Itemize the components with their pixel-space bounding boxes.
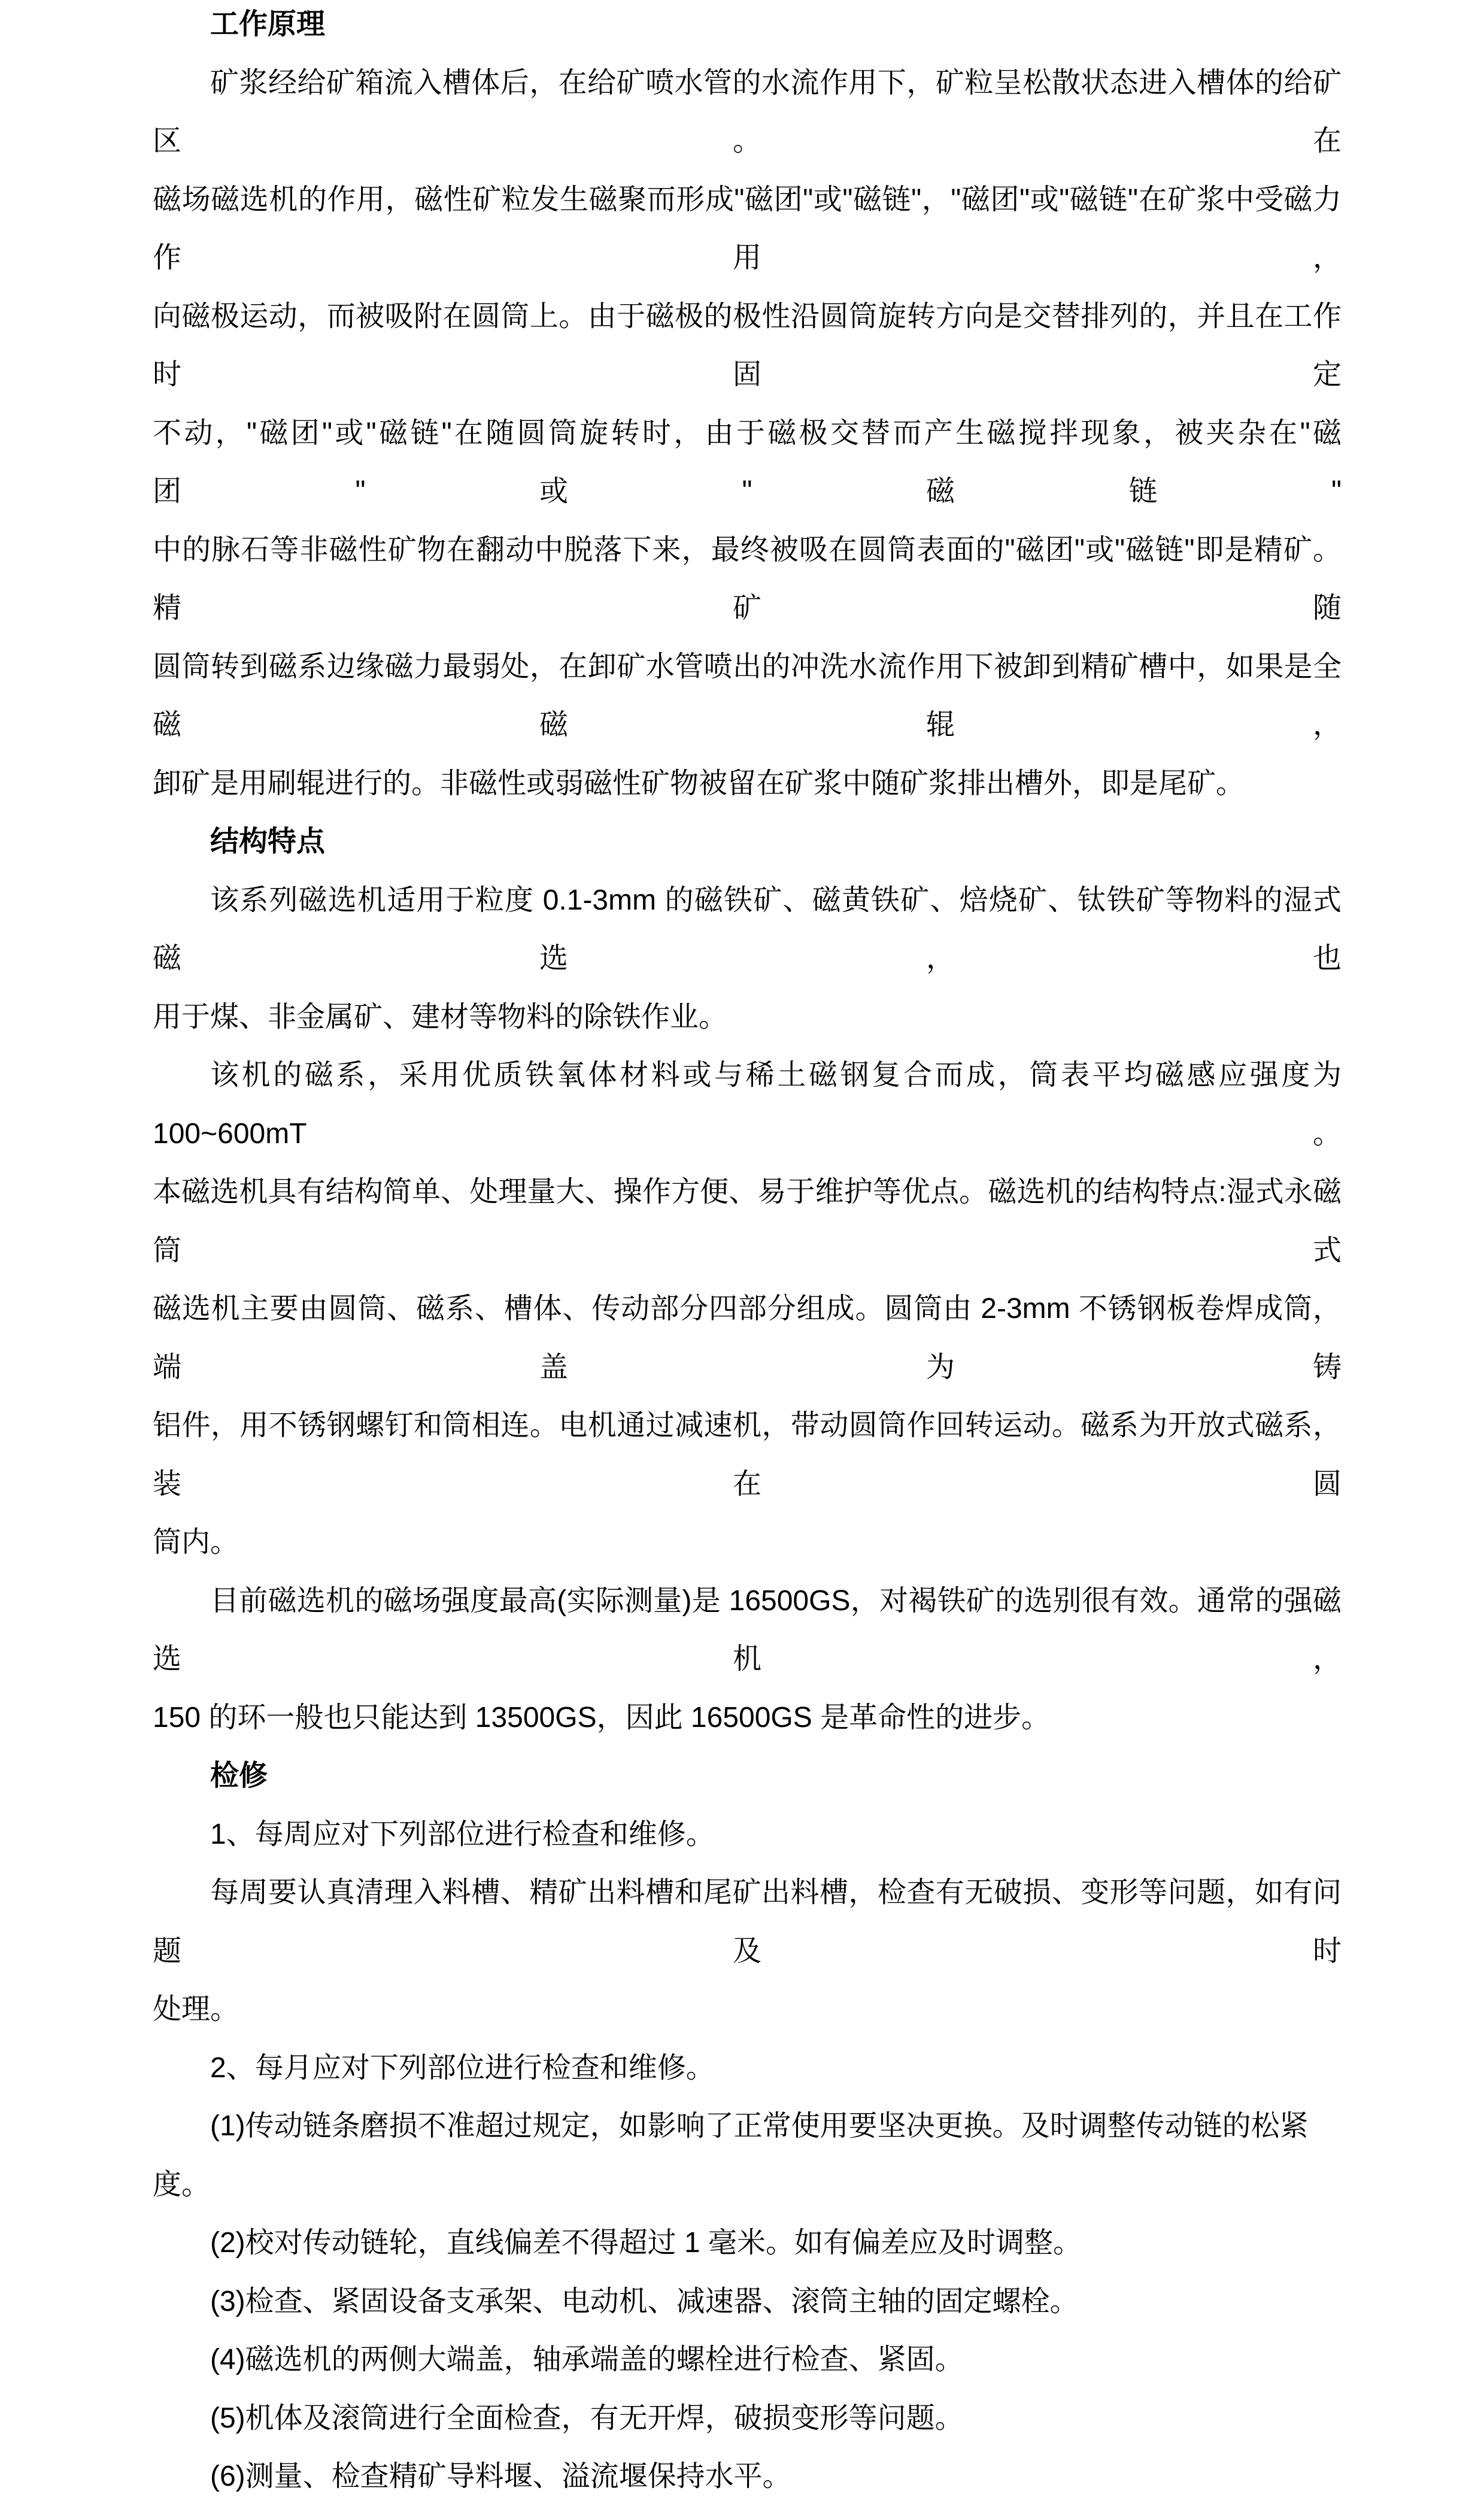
paragraph-line: 不动，"磁团"或"磁链"在随圆筒旋转时，由于磁极交替而产生磁搅拌现象，被夹杂在"磁团"或"磁链" [153,417,1342,507]
list-item-5: (5)机体及滚筒进行全面检查，有无开焊，破损变形等问题。 [210,2402,964,2434]
paragraph-line: 圆筒转到磁系边缘磁力最弱处，在卸矿水管喷出的冲洗水流作用下被卸到精矿槽中，如果是全磁磁辊， [153,650,1342,741]
paragraph-line: 150 的环一般也只能达到 13500GS，因此 16500GS 是革命性的进步。 [153,1701,1051,1734]
paragraph-line: 该系列磁选机适用于粒度 0.1-3mm 的磁铁矿、磁黄铁矿、焙烧矿、钛铁矿等物料的湿式磁选，也 [153,884,1342,974]
heading-structural-features: 结构特点 [210,826,326,857]
paragraph-line: 该机的磁系，采用优质铁氧体材料或与稀土磁钢复合而成，筒表平均磁感应强度为 100~600mT。 [153,1059,1342,1150]
paragraph-line: 筒内。 [153,1526,239,1558]
document-text-block [153,0,1342,2506]
paragraph-line: 每周要认真清理入料槽、精矿出料槽和尾矿出料槽，检查有无破损、变形等问题，如有问题及时 [153,1877,1342,1967]
paragraph-line: 铝件，用不锈钢螺钉和筒相连。电机通过减速机，带动圆筒作回转运动。磁系为开放式磁系，装在圆 [153,1410,1342,1500]
heading-working-principle: 工作原理 [210,8,326,40]
list-item-6: (6)测量、检查精矿导料堰、溢流堰保持水平。 [210,2460,791,2492]
paragraph-line: 处理。 [153,1993,239,2025]
list-item-3: (3)检查、紧固设备支承架、电动机、减速器、滚筒主轴的固定螺栓。 [210,2285,1079,2317]
paragraph-line: 用于煤、非金属矿、建材等物料的除铁作业。 [153,1001,728,1033]
paragraph-line: 卸矿是用刷辊进行的。非磁性或弱磁性矿物被留在矿浆中随矿浆排出槽外，即是尾矿。 [153,767,1245,799]
paragraph-line: 目前磁选机的磁场强度最高(实际测量)是 16500GS，对褐铁矿的选别很有效。通常的强磁选机， [153,1584,1342,1675]
list-item-1: (1)传动链条磨损不准超过规定，如影响了正常使用要坚决更换。及时调整传动链的松紧度。 [153,2110,1309,2201]
list-item-weekly: 1、每周应对下列部位进行检查和维修。 [210,1818,715,1850]
paragraph-line: 磁选机主要由圆筒、磁系、槽体、传动部分四部分组成。圆筒由 2-3mm 不锈钢板卷焊成筒，端盖为铸 [153,1293,1342,1383]
list-item-2: (2)校对传动链轮，直线偏差不得超过 1 毫米。如有偏差应及时调整。 [210,2227,1082,2259]
list-item-monthly: 2、每月应对下列部位进行检查和维修。 [210,2052,715,2084]
paragraph-line: 磁场磁选机的作用，磁性矿粒发生磁聚而形成"磁团"或"磁链"，"磁团"或"磁链"在矿浆中受磁力作用， [153,183,1342,274]
paragraph-line: 中的脉石等非磁性矿物在翻动中脱落下来，最终被吸在圆筒表面的"磁团"或"磁链"即是精矿。精矿随 [153,534,1342,624]
heading-maintenance: 检修 [210,1760,268,1792]
paragraph-line: 向磁极运动，而被吸附在圆筒上。由于磁极的极性沿圆筒旋转方向是交替排列的，并且在工作时固定 [153,300,1342,390]
paragraph-line: 本磁选机具有结构简单、处理量大、操作方便、易于维护等优点。磁选机的结构特点:湿式永磁筒式 [153,1176,1342,1266]
paragraph-line: 矿浆经给矿箱流入槽体后，在给矿喷水管的水流作用下，矿粒呈松散状态进入槽体的给矿区。在 [153,66,1342,157]
list-item-4: (4)磁选机的两侧大端盖，轴承端盖的螺栓进行检查、紧固。 [210,2344,964,2375]
